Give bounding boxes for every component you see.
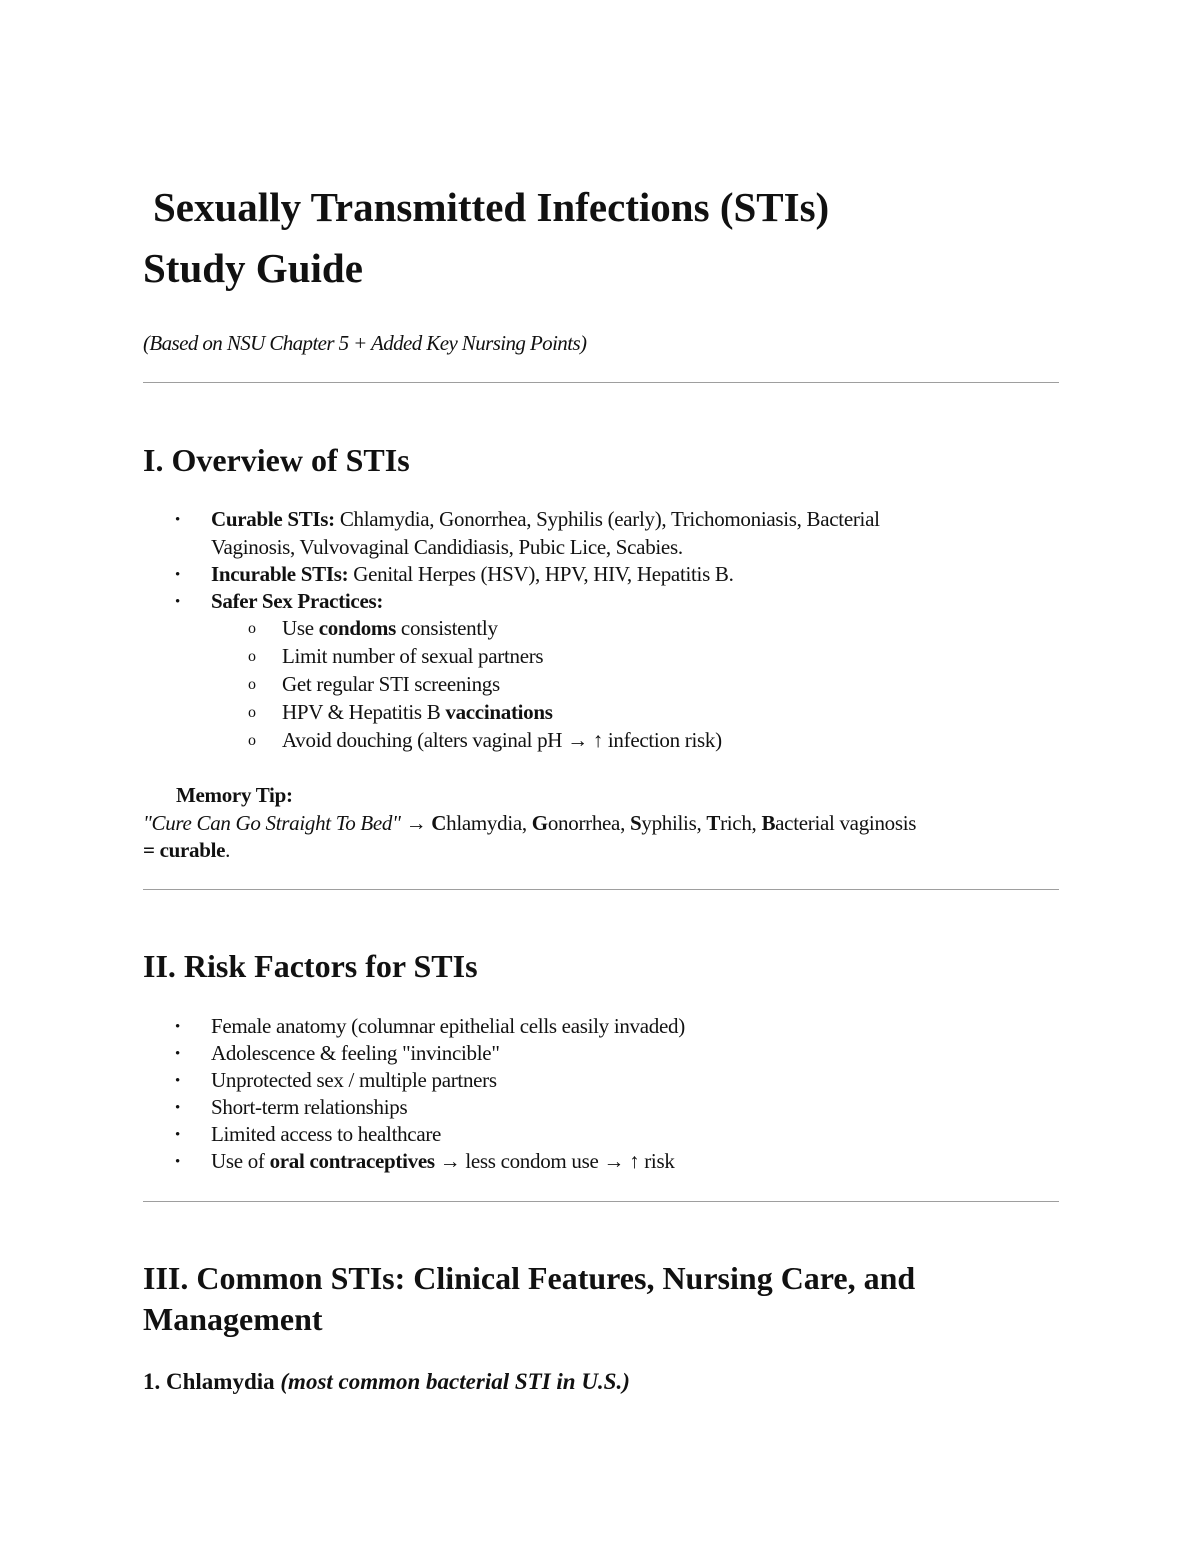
- divider: [143, 889, 1059, 890]
- safer-sex-label: Safer Sex Practices:: [211, 589, 384, 613]
- bullet-icon: •: [175, 1019, 181, 1035]
- list-item: Adolescence & feeling "invincible": [211, 1041, 500, 1065]
- bullet-icon: •: [175, 1046, 181, 1062]
- incurable-label: Incurable STIs:: [211, 562, 349, 586]
- memory-tip-text: "Cure Can Go Straight To Bed" → Chlamydia, Gonorrhea, Syphilis, Trich, Bacterial vaginosis: [143, 811, 917, 835]
- list-item: Female anatomy (columnar epithelial cells easily invaded): [211, 1014, 685, 1038]
- bullet-icon: •: [175, 1073, 181, 1089]
- bullet-icon: •: [175, 1127, 181, 1143]
- circle-bullet-icon: o: [248, 704, 256, 721]
- list-item: Short-term relationships: [211, 1095, 408, 1119]
- list-item: Limited access to healthcare: [211, 1122, 442, 1146]
- bullet-icon: •: [175, 1154, 181, 1170]
- memory-tip-label: Memory Tip:: [176, 783, 293, 807]
- sublist-item-vaccinations: HPV & Hepatitis B vaccinations: [282, 700, 553, 724]
- bullet-icon: •: [175, 1100, 181, 1116]
- list-item-incurable: [211, 564, 734, 585]
- page-subtitle: (Based on NSU Chapter 5 + Added Key Nursing Points): [143, 331, 587, 355]
- page-title-line1: Sexually Transmitted Infections (STIs): [153, 184, 830, 230]
- section-heading-common-stis-continued: Management: [143, 1301, 323, 1337]
- divider: [143, 1201, 1059, 1202]
- list-item-safer-sex: [211, 591, 383, 612]
- subsection-heading-chlamydia: 1. Chlamydia (most common bacterial STI in U.S.): [143, 1369, 630, 1394]
- sublist-item-condoms: Use condoms consistently: [282, 616, 498, 640]
- curable-label: Curable STIs:: [211, 507, 335, 531]
- list-item-curable-continued: Vaginosis, Vulvovaginal Candidiasis, Pubic Lice, Scabies.: [211, 535, 683, 559]
- list-item-oral-contraceptives: Use of oral contraceptives → less condom use → ↑ risk: [211, 1149, 675, 1173]
- circle-bullet-icon: o: [248, 620, 256, 637]
- sublist-item-partners: Limit number of sexual partners: [282, 644, 544, 668]
- bullet-icon: •: [175, 567, 181, 583]
- page-title-line2: Study Guide: [143, 245, 363, 291]
- list-item: Unprotected sex / multiple partners: [211, 1068, 497, 1092]
- incurable-text: Genital Herpes (HSV), HPV, HIV, Hepatitis B.: [348, 562, 734, 586]
- circle-bullet-icon: o: [248, 732, 256, 749]
- section-heading-overview: I. Overview of STIs: [143, 442, 410, 478]
- divider: [143, 382, 1059, 383]
- section-heading-risk-factors: II. Risk Factors for STIs: [143, 948, 478, 984]
- memory-tip-text-continued: = curable.: [143, 838, 231, 862]
- circle-bullet-icon: o: [248, 676, 256, 693]
- bullet-icon: •: [175, 594, 181, 610]
- list-item-curable: [211, 509, 880, 530]
- curable-text: Chlamydia, Gonorrhea, Syphilis (early), Trichomoniasis, Bacterial: [334, 507, 880, 531]
- section-heading-common-stis: III. Common STIs: Clinical Features, Nursing Care, and: [143, 1260, 916, 1296]
- circle-bullet-icon: o: [248, 648, 256, 665]
- bullet-icon: •: [175, 512, 181, 528]
- sublist-item-douching: Avoid douching (alters vaginal pH → ↑ infection risk): [282, 728, 722, 752]
- sublist-item-screenings: Get regular STI screenings: [282, 672, 500, 696]
